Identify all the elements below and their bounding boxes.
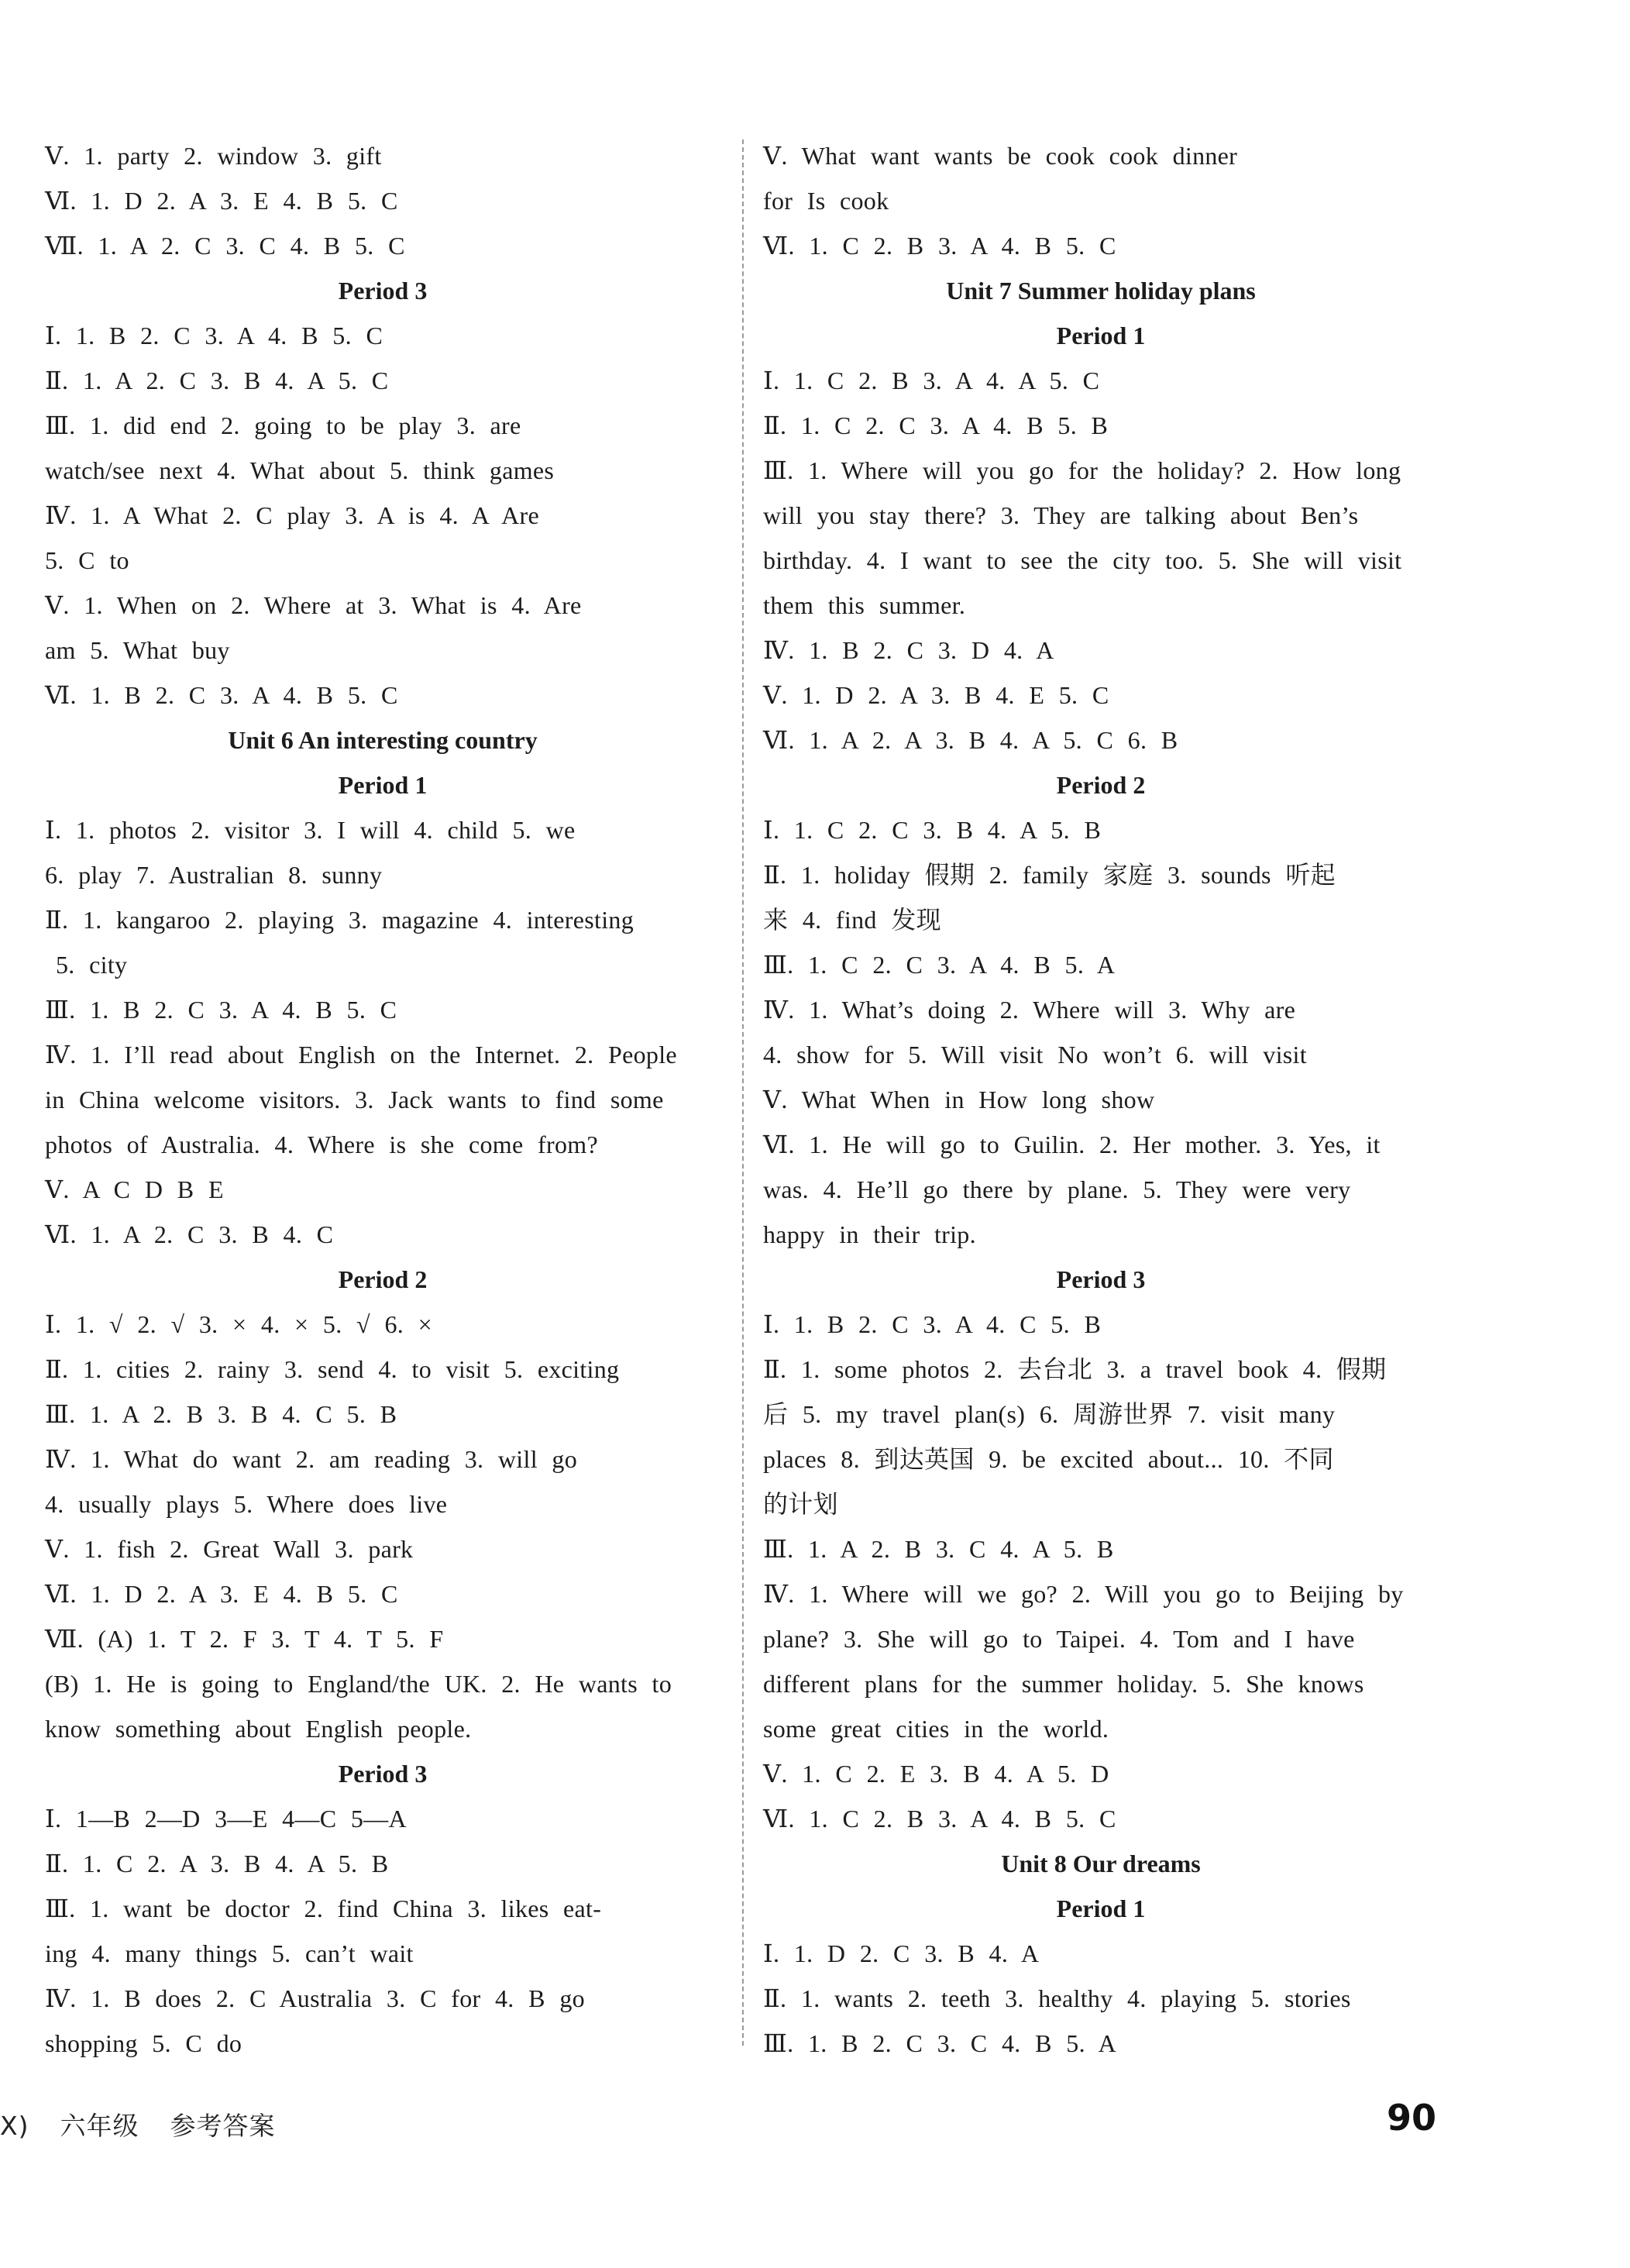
- answer-line: Ⅵ. 1. C 2. B 3. A 4. B 5. C: [763, 1805, 1116, 1833]
- answer-line: Ⅵ. 1. D 2. A 3. E 4. B 5. C: [45, 1580, 398, 1608]
- answer-line: 4. usually plays 5. Where does live: [45, 1490, 448, 1518]
- footer-fragment: X): [0, 2111, 29, 2141]
- answer-column-right: [763, 133, 1439, 2066]
- answer-line: Ⅰ. 1. photos 2. visitor 3. I will 4. child 5. we: [45, 816, 576, 844]
- answer-line: Ⅲ. 1. B 2. C 3. A 4. B 5. C: [45, 996, 397, 1024]
- answer-line: Ⅲ. 1. Where will you go for the holiday? 2. How long: [763, 456, 1401, 484]
- footer-text: [0, 2106, 275, 2142]
- answer-column-left: [45, 133, 720, 2066]
- section-heading: Unit 6 An interesting country: [228, 726, 538, 754]
- answer-line: 5. city: [56, 951, 128, 979]
- page-number: 90: [1386, 2097, 1436, 2139]
- answer-line: some great cities in the world.: [763, 1715, 1109, 1743]
- answer-line: them this summer.: [763, 591, 966, 619]
- answer-line: 来 4. find 发现: [763, 906, 941, 934]
- answer-line: Ⅴ. 1. party 2. window 3. gift: [45, 142, 382, 170]
- answer-line: Ⅳ. 1. I’ll read about English on the Internet. 2. People: [45, 1041, 677, 1069]
- answer-line: Ⅳ. 1. A What 2. C play 3. A is 4. A Are: [45, 501, 539, 529]
- section-heading: Period 1: [1056, 322, 1146, 349]
- answer-line: Ⅰ. 1. B 2. C 3. A 4. C 5. B: [763, 1310, 1102, 1338]
- answer-line: know something about English people.: [45, 1715, 472, 1743]
- answer-line: birthday. 4. I want to see the city too. 5. She will visit: [763, 546, 1402, 574]
- answer-line: Ⅱ. 1. some photos 2. 去台北 3. a travel book 4. 假期: [763, 1355, 1387, 1383]
- answer-line: Ⅰ. 1. C 2. B 3. A 4. A 5. C: [763, 367, 1100, 394]
- answer-line: Ⅱ. 1. cities 2. rainy 3. send 4. to visit 5. exciting: [45, 1355, 620, 1383]
- answer-line: ing 4. many things 5. can’t wait: [45, 1939, 414, 1967]
- answer-line: 6. play 7. Australian 8. sunny: [45, 861, 383, 889]
- answer-line: Ⅳ. 1. What do want 2. am reading 3. will go: [45, 1445, 578, 1473]
- answer-line: watch/see next 4. What about 5. think games: [45, 456, 555, 484]
- answer-line: Ⅴ. A C D B E: [45, 1175, 224, 1203]
- answer-line: Ⅱ. 1. A 2. C 3. B 4. A 5. C: [45, 367, 389, 394]
- answer-line: Ⅴ. What want wants be cook cook dinner: [763, 142, 1238, 170]
- answer-line: Ⅵ. 1. He will go to Guilin. 2. Her mother. 3. Yes, it: [763, 1131, 1381, 1158]
- answer-line: places 8. 到达英国 9. be excited about... 10. 不同: [763, 1445, 1334, 1473]
- answer-line: Ⅱ. 1. C 2. C 3. A 4. B 5. B: [763, 411, 1109, 439]
- answer-line: Ⅲ. 1. A 2. B 3. C 4. A 5. B: [763, 1535, 1114, 1563]
- answer-line: shopping 5. C do: [45, 2029, 242, 2057]
- answer-line: 的计划: [763, 1490, 838, 1518]
- answer-line: different plans for the summer holiday. 5. She knows: [763, 1670, 1364, 1698]
- answer-line: Ⅰ. 1. D 2. C 3. B 4. A: [763, 1939, 1040, 1967]
- answer-line: Ⅴ. 1. fish 2. Great Wall 3. park: [45, 1535, 414, 1563]
- answer-line: Ⅵ. 1. B 2. C 3. A 4. B 5. C: [45, 681, 398, 709]
- answer-line: for Is cook: [763, 187, 889, 215]
- answer-line: was. 4. He’ll go there by plane. 5. They were very: [763, 1175, 1351, 1203]
- answer-line: Ⅵ. 1. A 2. A 3. B 4. A 5. C 6. B: [763, 726, 1178, 754]
- section-heading: Period 1: [338, 771, 428, 799]
- answer-line: Ⅵ. 1. C 2. B 3. A 4. B 5. C: [763, 232, 1116, 260]
- section-heading: Period 2: [1056, 771, 1146, 799]
- answer-line: Ⅱ. 1. kangaroo 2. playing 3. magazine 4. interesting: [45, 906, 634, 934]
- answer-line: Ⅴ. 1. When on 2. Where at 3. What is 4. Are: [45, 591, 582, 619]
- section-heading: Period 2: [338, 1265, 428, 1293]
- answer-line: Ⅲ. 1. C 2. C 3. A 4. B 5. A: [763, 951, 1116, 979]
- answer-line: 后 5. my travel plan(s) 6. 周游世界 7. visit many: [763, 1400, 1336, 1428]
- answer-line: Ⅴ. 1. C 2. E 3. B 4. A 5. D: [763, 1760, 1109, 1788]
- answer-line: Ⅴ. What When in How long show: [763, 1086, 1155, 1113]
- footer-label: 参考答案: [170, 2111, 276, 2141]
- section-heading: Period 3: [338, 277, 428, 305]
- answer-line: in China welcome visitors. 3. Jack wants to find some: [45, 1086, 664, 1113]
- answer-line: Ⅳ. 1. Where will we go? 2. Will you go to Beijing by: [763, 1580, 1404, 1608]
- answer-line: 5. C to: [45, 546, 129, 574]
- column-divider: [742, 139, 744, 2046]
- section-heading: Period 3: [1056, 1265, 1146, 1293]
- answer-line: Ⅵ. 1. D 2. A 3. E 4. B 5. C: [45, 187, 398, 215]
- answer-line: Ⅳ. 1. B 2. C 3. D 4. A: [763, 636, 1054, 664]
- answer-line: Ⅳ. 1. B does 2. C Australia 3. C for 4. B go: [45, 1984, 585, 2012]
- section-heading: Period 3: [338, 1760, 428, 1788]
- footer-grade: 六年级: [60, 2111, 139, 2141]
- answer-line: am 5. What buy: [45, 636, 230, 664]
- answer-line: Ⅰ. 1. B 2. C 3. A 4. B 5. C: [45, 322, 383, 349]
- answer-line: Ⅲ. 1. B 2. C 3. C 4. B 5. A: [763, 2029, 1117, 2057]
- answer-line: Ⅱ. 1. C 2. A 3. B 4. A 5. B: [45, 1850, 389, 1877]
- answer-line: Ⅱ. 1. wants 2. teeth 3. healthy 4. playing 5. stories: [763, 1984, 1351, 2012]
- section-heading: Unit 8 Our dreams: [1001, 1850, 1201, 1877]
- answer-line: Ⅲ. 1. A 2. B 3. B 4. C 5. B: [45, 1400, 397, 1428]
- answer-line: (B) 1. He is going to England/the UK. 2. He wants to: [45, 1670, 672, 1698]
- section-heading: Period 1: [1056, 1895, 1146, 1922]
- answer-line: Ⅰ. 1—B 2—D 3—E 4—C 5—A: [45, 1805, 407, 1833]
- answer-line: Ⅴ. 1. D 2. A 3. B 4. E 5. C: [763, 681, 1109, 709]
- answer-line: plane? 3. She will go to Taipei. 4. Tom and I have: [763, 1625, 1355, 1653]
- answer-line: Ⅲ. 1. did end 2. going to be play 3. are: [45, 411, 521, 439]
- answer-line: Ⅰ. 1. C 2. C 3. B 4. A 5. B: [763, 816, 1102, 844]
- section-heading: Unit 7 Summer holiday plans: [946, 277, 1256, 305]
- answer-line: happy in their trip.: [763, 1220, 976, 1248]
- answer-line: Ⅳ. 1. What’s doing 2. Where will 3. Why are: [763, 996, 1296, 1024]
- answer-line: 4. show for 5. Will visit No won’t 6. will visit: [763, 1041, 1307, 1069]
- answer-line: photos of Australia. 4. Where is she come from?: [45, 1131, 598, 1158]
- answer-line: Ⅶ. (A) 1. T 2. F 3. T 4. T 5. F: [45, 1625, 444, 1653]
- answer-line: Ⅲ. 1. want be doctor 2. find China 3. likes eat-: [45, 1895, 602, 1922]
- answer-line: Ⅵ. 1. A 2. C 3. B 4. C: [45, 1220, 334, 1248]
- answer-line: Ⅱ. 1. holiday 假期 2. family 家庭 3. sounds 听起: [763, 861, 1336, 889]
- answer-line: will you stay there? 3. They are talking about Ben’s: [763, 501, 1359, 529]
- answer-line: Ⅰ. 1. √ 2. √ 3. × 4. × 5. √ 6. ×: [45, 1310, 432, 1338]
- answer-line: Ⅶ. 1. A 2. C 3. C 4. B 5. C: [45, 232, 405, 260]
